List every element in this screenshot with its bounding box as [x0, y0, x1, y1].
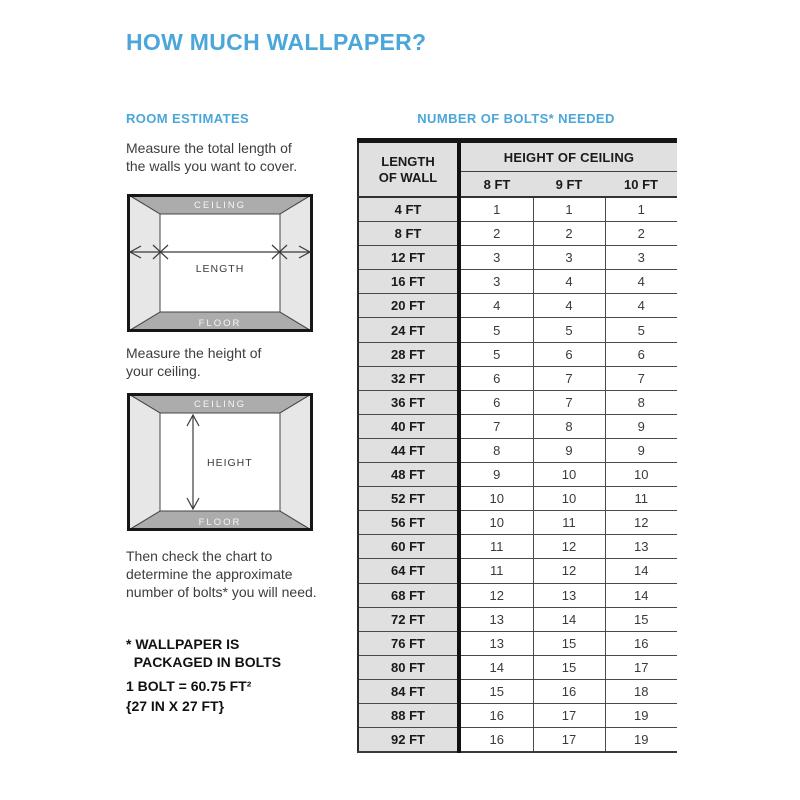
bolts-count-cell: 1: [533, 197, 605, 222]
bolts-count-cell: 15: [533, 655, 605, 679]
header-row-group: [358, 141, 677, 172]
wall-length-cell: 64 FT: [358, 559, 459, 583]
right-wall-surface: [280, 194, 313, 332]
bolts-count-cell: 8: [533, 414, 605, 438]
bolts-count-cell: 13: [533, 583, 605, 607]
length-of-wall-header: LENGTH OF WALL: [358, 141, 459, 198]
bolts-count-cell: 11: [459, 559, 533, 583]
table-row: [358, 679, 677, 703]
table-row: [358, 655, 677, 679]
left-wall-surface: [127, 194, 160, 332]
bolts-count-cell: 5: [459, 318, 533, 342]
room-estimates-heading: ROOM ESTIMATES: [126, 111, 250, 126]
wall-length-cell: 16 FT: [358, 270, 459, 294]
bolts-count-cell: 8: [605, 390, 677, 414]
bolts-count-cell: 1: [605, 197, 677, 222]
table-row: [358, 270, 677, 294]
bolts-count-cell: 2: [533, 222, 605, 246]
floor-label: FLOOR: [198, 517, 242, 528]
bolts-count-cell: 3: [459, 246, 533, 270]
room-height-diagram: [127, 393, 313, 531]
bolts-count-cell: 6: [459, 366, 533, 390]
bolts-count-cell: 11: [533, 511, 605, 535]
floor-label: FLOOR: [198, 318, 242, 329]
table-row: [358, 438, 677, 462]
col-header-10ft: 10 FT: [605, 172, 677, 198]
bolts-needed-heading: NUMBER OF BOLTS* NEEDED: [417, 111, 615, 126]
bolts-count-cell: 2: [605, 222, 677, 246]
bolts-count-cell: 7: [533, 390, 605, 414]
left-wall-surface: [127, 393, 160, 531]
wall-length-cell: 12 FT: [358, 246, 459, 270]
bolts-count-cell: 5: [533, 318, 605, 342]
bolts-count-cell: 5: [459, 342, 533, 366]
wall-length-cell: 20 FT: [358, 294, 459, 318]
wallpaper-bolts-note: * WALLPAPER IS PACKAGED IN BOLTS: [126, 636, 282, 670]
bolts-count-cell: 10: [605, 463, 677, 487]
bolts-count-cell: 16: [605, 631, 677, 655]
ceiling-label: CEILING: [193, 399, 247, 410]
bolts-count-cell: 10: [459, 487, 533, 511]
bolts-count-cell: 7: [459, 414, 533, 438]
bolts-count-cell: 4: [605, 294, 677, 318]
bolts-table-header: [358, 141, 677, 198]
bolts-count-cell: 3: [605, 246, 677, 270]
wall-length-cell: 32 FT: [358, 366, 459, 390]
bolts-count-cell: 17: [533, 703, 605, 727]
wall-length-cell: 36 FT: [358, 390, 459, 414]
bolts-count-cell: 16: [459, 703, 533, 727]
bolts-count-cell: 13: [459, 631, 533, 655]
table-row: [358, 559, 677, 583]
bolts-count-cell: 14: [459, 655, 533, 679]
wall-length-cell: 92 FT: [358, 728, 459, 753]
wall-length-cell: 68 FT: [358, 583, 459, 607]
wall-length-cell: 52 FT: [358, 487, 459, 511]
table-row: [358, 197, 677, 222]
bolts-count-cell: 9: [459, 463, 533, 487]
table-row: [358, 511, 677, 535]
bolts-count-cell: 2: [459, 222, 533, 246]
bolts-count-cell: 19: [605, 728, 677, 753]
table-row: [358, 294, 677, 318]
bolts-count-cell: 6: [459, 390, 533, 414]
bolts-table-container: [357, 138, 677, 753]
instruction-measure-length: Measure the total length of the walls you want to cover.: [126, 140, 298, 174]
bolts-count-cell: 12: [533, 535, 605, 559]
instruction-measure-height: Measure the height of your ceiling.: [126, 345, 262, 379]
table-row: [358, 463, 677, 487]
right-wall-surface: [280, 393, 313, 531]
wall-length-cell: 80 FT: [358, 655, 459, 679]
height-measure-label: HEIGHT: [207, 457, 253, 469]
bolts-count-cell: 7: [605, 366, 677, 390]
bolts-count-cell: 17: [533, 728, 605, 753]
ceiling-label: CEILING: [193, 200, 247, 211]
wall-length-cell: 8 FT: [358, 222, 459, 246]
table-row: [358, 390, 677, 414]
bolts-count-cell: 13: [605, 535, 677, 559]
bolts-count-cell: 3: [459, 270, 533, 294]
bolts-count-cell: 11: [605, 487, 677, 511]
table-row: [358, 342, 677, 366]
bolts-count-cell: 3: [533, 246, 605, 270]
bolts-count-cell: 12: [533, 559, 605, 583]
bolts-count-cell: 5: [605, 318, 677, 342]
table-row: [358, 366, 677, 390]
room-length-diagram: [127, 194, 313, 332]
bolts-count-cell: 11: [459, 535, 533, 559]
bolts-count-cell: 16: [533, 679, 605, 703]
wall-length-cell: 88 FT: [358, 703, 459, 727]
bolts-count-cell: 18: [605, 679, 677, 703]
table-row: [358, 583, 677, 607]
bolts-count-cell: 15: [459, 679, 533, 703]
table-row: [358, 728, 677, 753]
table-row: [358, 246, 677, 270]
bolts-count-cell: 4: [533, 270, 605, 294]
bolts-count-cell: 4: [533, 294, 605, 318]
wall-length-cell: 44 FT: [358, 438, 459, 462]
bolts-count-cell: 7: [533, 366, 605, 390]
bolts-count-cell: 9: [605, 414, 677, 438]
length-measure-label: LENGTH: [195, 263, 245, 275]
bolts-count-cell: 14: [533, 607, 605, 631]
col-header-8ft: 8 FT: [459, 172, 533, 198]
wall-length-cell: 24 FT: [358, 318, 459, 342]
room-height-diagram-svg: [127, 393, 313, 531]
bolts-count-cell: 4: [605, 270, 677, 294]
wall-length-cell: 60 FT: [358, 535, 459, 559]
col-header-9ft: 9 FT: [533, 172, 605, 198]
page-title: HOW MUCH WALLPAPER?: [126, 29, 427, 55]
bolts-table: [357, 138, 677, 753]
table-row: [358, 703, 677, 727]
bolts-count-cell: 15: [605, 607, 677, 631]
bolts-count-cell: 6: [605, 342, 677, 366]
bolts-count-cell: 10: [459, 511, 533, 535]
bolts-count-cell: 9: [533, 438, 605, 462]
bolts-count-cell: 12: [605, 511, 677, 535]
table-row: [358, 631, 677, 655]
wall-length-cell: 76 FT: [358, 631, 459, 655]
room-length-diagram-svg: [127, 194, 313, 332]
wall-length-cell: 28 FT: [358, 342, 459, 366]
bolts-count-cell: 14: [605, 559, 677, 583]
table-row: [358, 535, 677, 559]
wall-length-cell: 84 FT: [358, 679, 459, 703]
bolts-count-cell: 15: [533, 631, 605, 655]
bolts-count-cell: 6: [533, 342, 605, 366]
wall-length-cell: 56 FT: [358, 511, 459, 535]
bolt-size-note: 1 BOLT = 60.75 FT² {27 IN X 27 FT}: [126, 678, 252, 714]
wall-length-cell: 40 FT: [358, 414, 459, 438]
bolts-count-cell: 10: [533, 487, 605, 511]
bolts-count-cell: 19: [605, 703, 677, 727]
bolts-count-cell: 14: [605, 583, 677, 607]
table-row: [358, 487, 677, 511]
bolts-count-cell: 10: [533, 463, 605, 487]
table-row: [358, 318, 677, 342]
bolts-count-cell: 17: [605, 655, 677, 679]
bolts-count-cell: 12: [459, 583, 533, 607]
height-of-ceiling-header: HEIGHT OF CEILING: [459, 141, 677, 172]
instruction-check-chart: Then check the chart to determine the approximate number of bolts* you will need.: [126, 548, 317, 600]
wall-length-cell: 4 FT: [358, 197, 459, 222]
bolts-count-cell: 1: [459, 197, 533, 222]
bolts-count-cell: 9: [605, 438, 677, 462]
bolts-count-cell: 13: [459, 607, 533, 631]
bolts-count-cell: 4: [459, 294, 533, 318]
table-row: [358, 607, 677, 631]
wall-length-cell: 48 FT: [358, 463, 459, 487]
bolts-table-body: [358, 197, 677, 752]
bolts-count-cell: 8: [459, 438, 533, 462]
table-row: [358, 414, 677, 438]
table-row: [358, 222, 677, 246]
bolts-count-cell: 16: [459, 728, 533, 753]
wall-length-cell: 72 FT: [358, 607, 459, 631]
